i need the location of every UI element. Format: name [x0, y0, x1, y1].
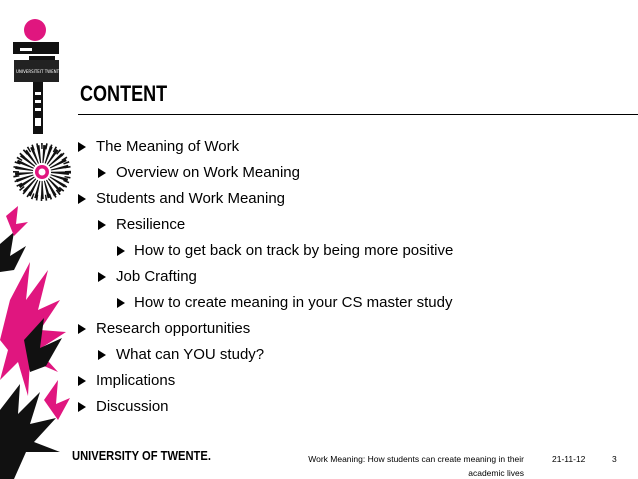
slide-title: CONTENT	[80, 81, 168, 106]
bullet-icon	[117, 298, 125, 308]
pink-dot	[24, 19, 46, 41]
bullet-icon	[78, 402, 86, 412]
bullet-icon	[98, 272, 106, 282]
bullet-icon	[78, 376, 86, 386]
bullet-icon	[98, 168, 106, 178]
list-item-text: Students and Work Meaning	[96, 190, 286, 207]
bullet-icon	[78, 324, 86, 334]
svg-text:UNIVERSITEIT TWENTE: UNIVERSITEIT TWENTE	[16, 69, 62, 74]
spiky-plants	[0, 206, 70, 479]
list-item-text: Discussion	[96, 398, 169, 415]
bullet-icon	[78, 142, 86, 152]
page-number: 3	[612, 454, 617, 464]
bullet-icon	[117, 246, 125, 256]
list-item-text: Job Crafting	[116, 268, 197, 285]
list-item-text: What can YOU study?	[116, 346, 265, 363]
bullet-icon	[98, 220, 106, 230]
footer-description: Work Meaning: How students can create meaning in their academic lives	[308, 454, 524, 478]
list-item-text: How to get back on track by being more positive	[134, 242, 454, 259]
list-item-text: Overview on Work Meaning	[116, 164, 300, 181]
bullet-icon	[78, 194, 86, 204]
list-item-text: Implications	[96, 372, 176, 389]
flower-burst	[16, 146, 68, 198]
list-item-text: The Meaning of Work	[96, 138, 240, 155]
footer-date: 21-11-12	[552, 454, 586, 464]
list-item-text: Resilience	[116, 216, 186, 233]
title-divider	[78, 114, 638, 115]
list-item-text: How to create meaning in your CS master study	[134, 294, 453, 311]
university-logo: UNIVERSITY OF TWENTE.	[72, 448, 211, 463]
list-item-text: Research opportunities	[96, 320, 251, 337]
bullet-icon	[98, 350, 106, 360]
black-bar	[13, 42, 59, 54]
decorative-artwork	[0, 0, 76, 479]
